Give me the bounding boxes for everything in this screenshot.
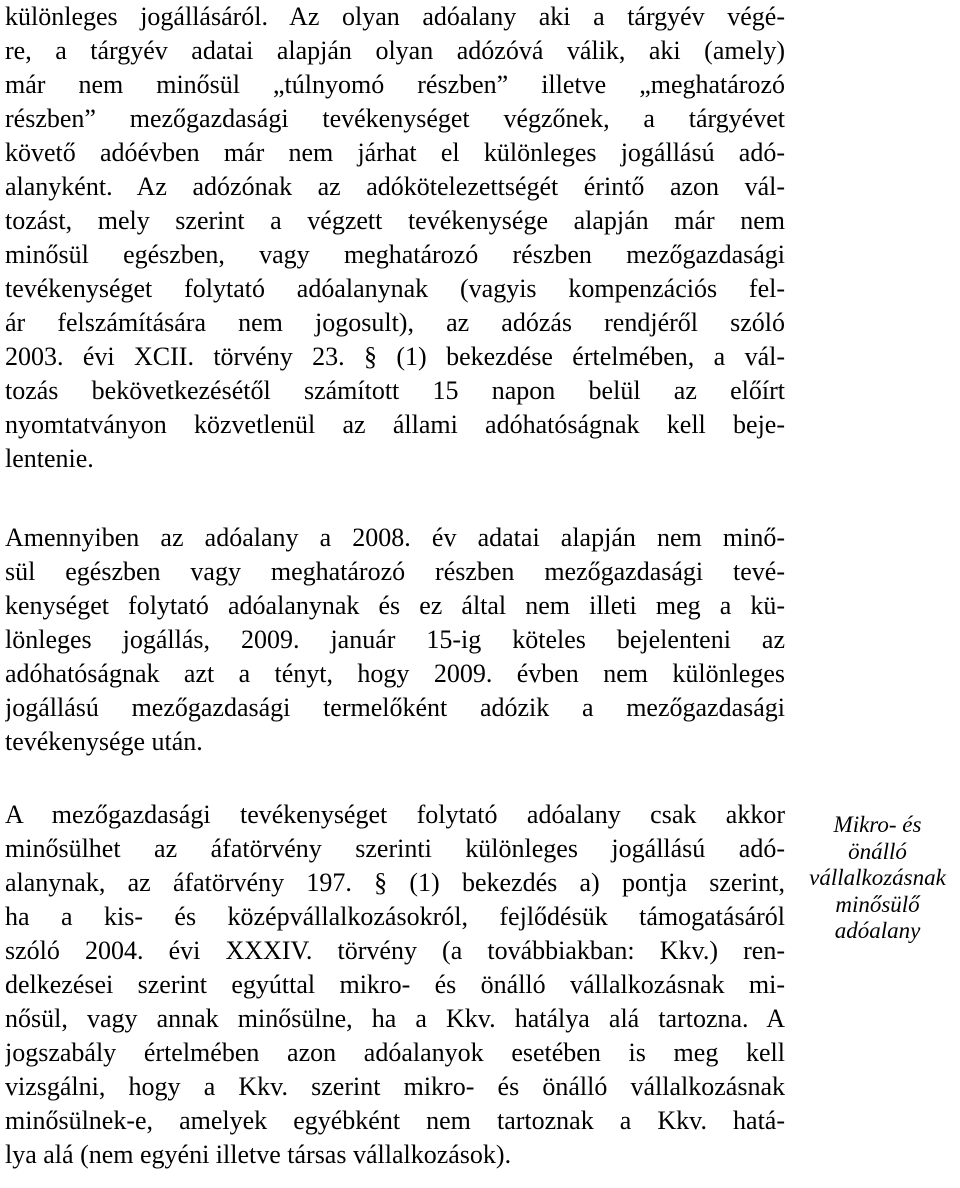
- text-line: kenységet folytató adóalanynak és ez által nem illeti meg a kü-: [5, 591, 785, 620]
- paragraph-2008-notification: [5, 521, 785, 759]
- text-line: adóhatóságnak azt a tényt, hogy 2009. évben nem különleges: [5, 659, 785, 688]
- text-line: tevékenysége után.: [5, 727, 203, 756]
- text-line: részben” mezőgazdasági tevékenységet végzőnek, a tárgyévet: [5, 104, 785, 133]
- text-line: minősülnek-e, amelyek egyébként nem tartoznak a Kkv. hatá-: [5, 1106, 785, 1135]
- text-line: különleges jogállásáról. Az olyan adóalany aki a tárgyév végé-: [5, 2, 785, 31]
- text-line: tozást, mely szerint a végzett tevékenysége alapján már nem: [5, 206, 785, 235]
- text-line: alanynak, az áfatörvény 197. § (1) bekezdés a) pontja szerint,: [5, 868, 785, 897]
- text-line: követő adóévben már nem járhat el különleges jogállású adó-: [5, 138, 785, 167]
- text-line: Amennyiben az adóalany a 2008. év adatai alapján nem minő-: [5, 523, 785, 552]
- text-line: tevékenységet folytató adóalanynak (vagyis kompenzációs fel-: [5, 274, 785, 303]
- text-line: sül egészben vagy meghatározó részben mezőgazdasági tevé-: [5, 557, 785, 586]
- text-line: lya alá (nem egyéni illetve társas vállalkozások).: [5, 1140, 512, 1169]
- text-line: delkezései szerint egyúttal mikro- és önálló vállalkozásnak mi-: [5, 970, 785, 999]
- margin-note: [795, 812, 960, 945]
- margin-note-line: önálló: [848, 838, 907, 864]
- margin-note-line: minősülő: [835, 891, 920, 917]
- text-line: minősül egészben, vagy meghatározó részben mezőgazdasági: [5, 240, 785, 269]
- text-line: A mezőgazdasági tevékenységet folytató adóalany csak akkor: [5, 800, 785, 829]
- text-line: ár felszámítására nem jogosult), az adózás rendjéről szóló: [5, 308, 785, 337]
- text-line: 2003. évi XCII. törvény 23. § (1) bekezdése értelmében, a vál-: [5, 342, 785, 371]
- text-line: nősül, vagy annak minősülne, ha a Kkv. hatálya alá tartozna. A: [5, 1004, 785, 1033]
- margin-note-line: vállalkozásnak: [809, 865, 946, 890]
- paragraph-special-status-change: [5, 0, 785, 476]
- margin-note-line: adóalany: [834, 918, 921, 943]
- text-line: alanyként. Az adózónak az adókötelezettségét érintő azon vál-: [5, 172, 785, 201]
- text-line: szóló 2004. évi XXXIV. törvény (a továbbiakban: Kkv.) ren-: [5, 936, 785, 965]
- text-line: nyomtatványon közvetlenül az állami adóhatóságnak kell beje-: [5, 410, 785, 439]
- paragraph-micro-enterprise: [5, 798, 785, 1172]
- text-line: vizsgálni, hogy a Kkv. szerint mikro- és önálló vállalkozásnak: [5, 1072, 785, 1101]
- text-line: már nem minősül „túlnyomó részben” illetve „meghatározó: [5, 70, 785, 99]
- text-line: re, a tárgyév adatai alapján olyan adózóvá válik, aki (amely): [5, 36, 785, 65]
- text-line: jogszabály értelmében azon adóalanyok esetében is meg kell: [5, 1038, 785, 1067]
- text-line: lönleges jogállás, 2009. január 15-ig köteles bejelenteni az: [5, 625, 785, 654]
- margin-note-line: Mikro- és: [833, 812, 922, 837]
- text-line: ha a kis- és középvállalkozásokról, fejlődésük támogatásáról: [5, 902, 785, 931]
- text-line: minősülhet az áfatörvény szerinti különleges jogállású adó-: [5, 834, 785, 863]
- text-line: tozás bekövetkezésétől számított 15 napon belül az előírt: [5, 376, 785, 405]
- text-line: jogállású mezőgazdasági termelőként adózik a mezőgazdasági: [5, 693, 785, 722]
- text-line: lentenie.: [5, 444, 94, 473]
